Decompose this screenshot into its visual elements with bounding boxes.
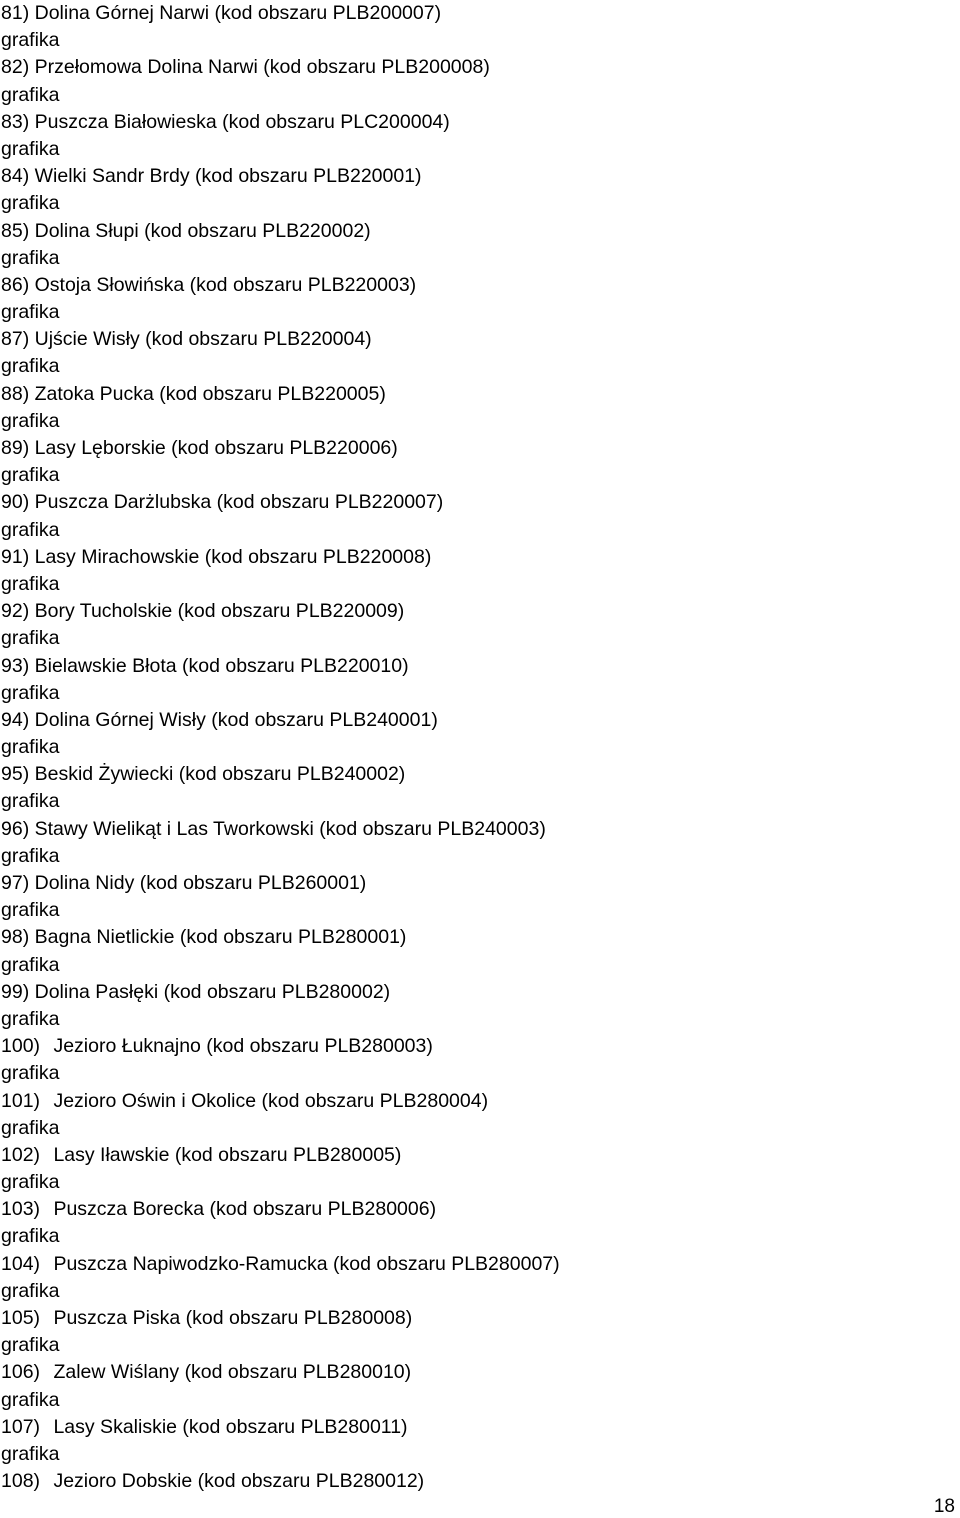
area-title-line bbox=[0, 816, 940, 843]
list-item bbox=[0, 544, 940, 598]
area-title-line bbox=[0, 1196, 940, 1223]
area-title-line bbox=[0, 435, 940, 462]
area-title-line bbox=[0, 218, 940, 245]
grafika-placeholder: grafika bbox=[1, 1334, 60, 1357]
list-item bbox=[0, 598, 940, 652]
list-item bbox=[0, 1414, 940, 1468]
list-item bbox=[0, 1359, 940, 1413]
grafika-placeholder: grafika bbox=[1, 1279, 60, 1302]
grafika-placeholder: grafika bbox=[1, 301, 60, 324]
area-number: 104) bbox=[1, 1252, 41, 1275]
list-item bbox=[0, 870, 940, 924]
area-title: Puszcza Napiwodzko-Ramucka (kod obszaru PLB280007) bbox=[53, 1252, 560, 1275]
area-title: Wielki Sandr Brdy (kod obszaru PLB220001) bbox=[34, 165, 422, 188]
area-number: 81) bbox=[1, 2, 30, 24]
list-item bbox=[0, 924, 940, 978]
area-number: 105) bbox=[1, 1307, 41, 1329]
area-title-line bbox=[0, 1414, 940, 1441]
list-item bbox=[0, 1468, 940, 1495]
list-item bbox=[0, 381, 940, 435]
list-item bbox=[0, 218, 940, 272]
list-item bbox=[0, 979, 940, 1033]
area-number: 90) bbox=[1, 491, 30, 514]
area-number: 89) bbox=[1, 437, 30, 459]
area-title-line bbox=[0, 924, 940, 951]
list-item bbox=[0, 1251, 940, 1305]
list-item bbox=[0, 1142, 940, 1196]
area-title: Jezioro Oświn i Okolice (kod obszaru PLB280004) bbox=[53, 1089, 489, 1112]
grafika-placeholder: grafika bbox=[1, 572, 60, 595]
area-title: Dolina Górnej Wisły (kod obszaru PLB240001) bbox=[34, 708, 438, 731]
grafika-placeholder: grafika bbox=[1, 29, 60, 52]
area-number: 98) bbox=[1, 926, 30, 949]
area-number: 94) bbox=[1, 708, 30, 731]
grafika-placeholder: grafika bbox=[1, 627, 60, 650]
grafika-placeholder: grafika bbox=[1, 355, 60, 378]
area-title: Lasy Iławskie (kod obszaru PLB280005) bbox=[53, 1143, 402, 1166]
area-number: 107) bbox=[1, 1415, 41, 1438]
list-item bbox=[0, 816, 940, 870]
grafika-placeholder: grafika bbox=[1, 137, 60, 160]
area-number: 88) bbox=[1, 382, 30, 405]
area-title: Lasy Mirachowskie (kod obszaru PLB220008) bbox=[34, 545, 432, 568]
list-item bbox=[0, 163, 940, 217]
list-item bbox=[0, 1088, 940, 1142]
list-item bbox=[0, 326, 940, 380]
area-number: 82) bbox=[1, 56, 30, 79]
list-item bbox=[0, 1305, 940, 1359]
grafika-placeholder: grafika bbox=[1, 953, 60, 976]
area-title-line bbox=[0, 109, 940, 136]
list-item bbox=[0, 272, 940, 326]
area-title: Zatoka Pucka (kod obszaru PLB220005) bbox=[34, 382, 386, 405]
area-title: Dolina Słupi (kod obszaru PLB220002) bbox=[34, 219, 371, 242]
area-title-line bbox=[0, 653, 940, 680]
grafika-placeholder: grafika bbox=[1, 464, 60, 487]
area-title: Jezioro Łuknajno (kod obszaru PLB280003) bbox=[53, 1035, 433, 1058]
list-item bbox=[0, 707, 940, 761]
area-number: 93) bbox=[1, 654, 30, 677]
area-number: 101) bbox=[1, 1089, 41, 1112]
area-number: 103) bbox=[1, 1198, 41, 1221]
area-title-line bbox=[0, 1359, 940, 1386]
area-title-line bbox=[0, 163, 940, 190]
grafika-placeholder: grafika bbox=[1, 246, 60, 269]
list-item bbox=[0, 1196, 940, 1250]
area-title-line bbox=[0, 544, 940, 571]
area-number: 85) bbox=[1, 219, 30, 242]
area-title-line bbox=[0, 1142, 940, 1169]
area-number: 83) bbox=[1, 110, 30, 133]
area-title: Dolina Nidy (kod obszaru PLB260001) bbox=[34, 872, 367, 894]
grafika-placeholder: grafika bbox=[1, 844, 60, 867]
area-number: 108) bbox=[1, 1470, 41, 1493]
area-title-line bbox=[0, 54, 940, 81]
area-title: Przełomowa Dolina Narwi (kod obszaru PLB200008) bbox=[34, 56, 490, 79]
area-title: Zalew Wiślany (kod obszaru PLB280010) bbox=[53, 1361, 412, 1384]
area-title: Jezioro Dobskie (kod obszaru PLB280012) bbox=[53, 1470, 425, 1493]
grafika-placeholder: grafika bbox=[1, 736, 60, 759]
area-title-line bbox=[0, 1305, 940, 1332]
area-number: 92) bbox=[1, 600, 30, 623]
area-number: 87) bbox=[1, 328, 30, 351]
grafika-placeholder: grafika bbox=[1, 1062, 60, 1085]
area-title-line bbox=[0, 489, 940, 516]
area-title: Bory Tucholskie (kod obszaru PLB220009) bbox=[34, 600, 405, 623]
area-number: 106) bbox=[1, 1361, 41, 1384]
list-item bbox=[0, 109, 940, 163]
list-item bbox=[0, 761, 940, 815]
area-title: Puszcza Białowieska (kod obszaru PLC200004) bbox=[34, 110, 450, 133]
list-item bbox=[0, 1033, 940, 1087]
area-title: Puszcza Piska (kod obszaru PLB280008) bbox=[53, 1307, 413, 1329]
grafika-placeholder: grafika bbox=[1, 1007, 60, 1030]
list-item bbox=[0, 54, 940, 108]
area-title-line bbox=[0, 0, 940, 27]
area-title: Lasy Skaliskie (kod obszaru PLB280011) bbox=[53, 1415, 408, 1438]
area-title-line bbox=[0, 870, 940, 897]
area-title-line bbox=[0, 272, 940, 299]
area-title-line bbox=[0, 598, 940, 625]
grafika-placeholder: grafika bbox=[1, 1442, 60, 1465]
area-number: 102) bbox=[1, 1143, 41, 1166]
area-number: 100) bbox=[1, 1035, 41, 1058]
area-number: 91) bbox=[1, 545, 30, 568]
area-number: 95) bbox=[1, 763, 30, 786]
list-item bbox=[0, 489, 940, 543]
grafika-placeholder: grafika bbox=[1, 409, 60, 432]
area-title-line bbox=[0, 381, 940, 408]
area-title: Puszcza Borecka (kod obszaru PLB280006) bbox=[53, 1198, 437, 1221]
area-title: Ujście Wisły (kod obszaru PLB220004) bbox=[34, 328, 372, 351]
area-title-line bbox=[0, 1251, 940, 1278]
area-number: 84) bbox=[1, 165, 30, 188]
area-title: Dolina Pasłęki (kod obszaru PLB280002) bbox=[34, 980, 391, 1003]
grafika-placeholder: grafika bbox=[1, 192, 60, 215]
area-title: Beskid Żywiecki (kod obszaru PLB240002) bbox=[34, 763, 406, 786]
list-item bbox=[0, 435, 940, 489]
area-title-line bbox=[0, 1468, 940, 1495]
area-title: Ostoja Słowińska (kod obszaru PLB220003) bbox=[34, 273, 417, 296]
area-title: Dolina Górnej Narwi (kod obszaru PLB200007) bbox=[34, 2, 442, 24]
grafika-placeholder: grafika bbox=[1, 518, 60, 541]
area-title: Lasy Lęborskie (kod obszaru PLB220006) bbox=[34, 437, 398, 459]
area-title: Puszcza Darżlubska (kod obszaru PLB220007) bbox=[34, 491, 444, 514]
list-item bbox=[0, 653, 940, 707]
area-title: Bagna Nietlickie (kod obszaru PLB280001) bbox=[34, 926, 407, 949]
area-title-line bbox=[0, 761, 940, 788]
area-title: Bielawskie Błota (kod obszaru PLB220010) bbox=[34, 654, 409, 677]
grafika-placeholder: grafika bbox=[1, 1388, 60, 1411]
page-number: 18 bbox=[933, 1496, 955, 1517]
area-title-line bbox=[0, 707, 940, 734]
area-title-line bbox=[0, 979, 940, 1006]
grafika-placeholder: grafika bbox=[1, 790, 60, 813]
grafika-placeholder: grafika bbox=[1, 1225, 60, 1248]
area-title-line bbox=[0, 1088, 940, 1115]
area-number: 99) bbox=[1, 980, 30, 1003]
area-title-line bbox=[0, 1033, 940, 1060]
area-title: Stawy Wielikąt i Las Tworkowski (kod obszaru PLB240003) bbox=[34, 817, 546, 840]
area-number: 97) bbox=[1, 872, 30, 894]
grafika-placeholder: grafika bbox=[1, 681, 60, 704]
area-number: 86) bbox=[1, 273, 30, 296]
grafika-placeholder: grafika bbox=[1, 1116, 60, 1139]
grafika-placeholder: grafika bbox=[1, 83, 60, 106]
area-title-line bbox=[0, 326, 940, 353]
grafika-placeholder: grafika bbox=[1, 899, 60, 922]
area-number: 96) bbox=[1, 817, 30, 840]
list-item bbox=[0, 0, 940, 54]
grafika-placeholder: grafika bbox=[1, 1171, 60, 1194]
